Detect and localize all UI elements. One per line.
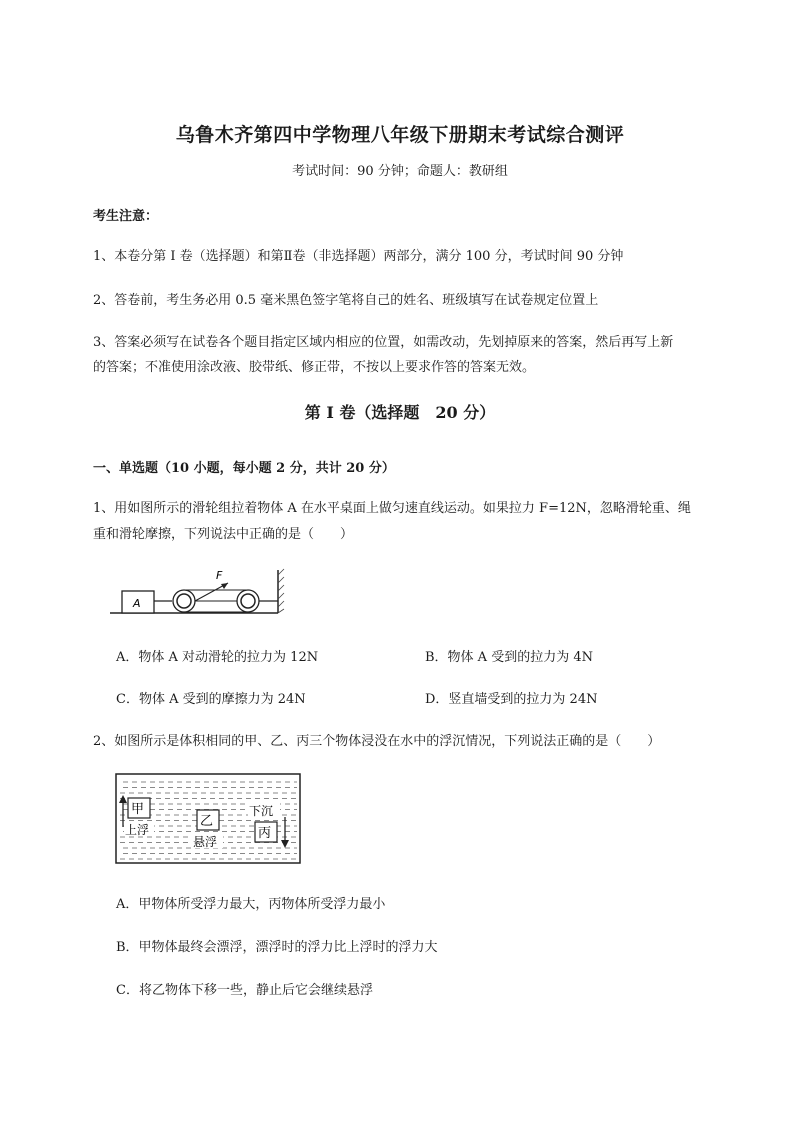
object-jia-label: 甲 <box>131 802 145 817</box>
notice-item-2: 2、答卷前，考生务必用 0.5 毫米黑色签字笔将自己的姓名、班级填写在试卷规定位置上 <box>93 293 599 308</box>
question-2-option-b[interactable]: B．甲物体最终会漂浮，漂浮时的浮力比上浮时的浮力大 <box>116 940 438 955</box>
question-2-option-a[interactable]: A．甲物体所受浮力最大，丙物体所受浮力最小 <box>116 897 386 912</box>
block-a-label: A <box>133 597 141 610</box>
object-yi-label: 乙 <box>200 814 214 829</box>
question-2-stem: 2、如图所示是体积相同的甲、乙、丙三个物体浸没在水中的浮沉情况，下列说法正确的是（ ） <box>93 734 661 749</box>
question-1-option-d[interactable]: D．竖直墙受到的拉力为 24N <box>425 692 598 707</box>
section-title: 第 I 卷（选择题 20 分） <box>304 403 496 422</box>
notice-item-3-line2: 的答案；不准使用涂改液、胶带纸、修正带，不按以上要求作答的答案无效。 <box>93 360 536 375</box>
page-title: 乌鲁木齐第四中学物理八年级下册期末考试综合测评 <box>175 124 625 146</box>
force-label: F <box>216 569 223 582</box>
part-heading: 一、单选题（10 小题，每小题 2 分，共计 20 分） <box>93 461 395 476</box>
question-1-stem-line2: 重和滑轮摩擦，下列说法中正确的是（ ） <box>93 527 354 542</box>
pulley-diagram <box>110 565 290 625</box>
object-bing-label: 丙 <box>258 826 272 841</box>
wall-hatch <box>278 569 284 613</box>
question-1-option-a[interactable]: A．物体 A 对动滑轮的拉力为 12N <box>116 650 319 665</box>
down-label: 下沉 <box>249 804 274 818</box>
notice-item-1: 1、本卷分第 I 卷（选择题）和第Ⅱ卷（非选择题）两部分，满分 100 分，考试时间 90 分钟 <box>93 249 624 264</box>
exam-info: 考试时间：90 分钟；命题人：教研组 <box>292 164 508 179</box>
suspend-label: 悬浮 <box>193 835 218 849</box>
notice-item-3-line1: 3、答案必须写在试卷各个题目指定区域内相应的位置，如需改动，先划掉原来的答案，然后再写上新 <box>93 335 674 350</box>
up-label: 上浮 <box>125 823 150 837</box>
question-2-option-c[interactable]: C．将乙物体下移一些，静止后它会继续悬浮 <box>116 983 373 998</box>
question-1-option-b[interactable]: B．物体 A 受到的拉力为 4N <box>425 650 593 665</box>
question-1-stem-line1: 1、用如图所示的滑轮组拉着物体 A 在水平桌面上做匀速直线运动。如果拉力 F=12N，忽略滑轮重、绳 <box>93 501 691 516</box>
buoyancy-diagram <box>115 773 301 865</box>
question-1-option-c[interactable]: C．物体 A 受到的摩擦力为 24N <box>116 692 306 707</box>
notice-heading: 考生注意： <box>93 209 159 224</box>
